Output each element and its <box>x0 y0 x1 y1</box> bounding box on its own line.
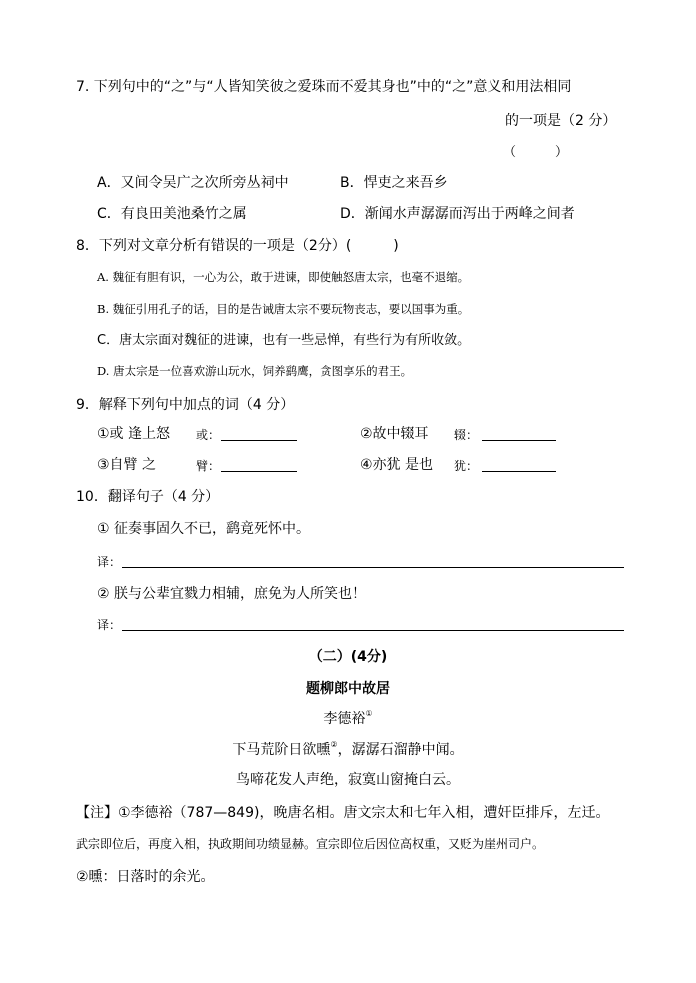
note-line-2: 武宗即位后，再度入相，执政期间功绩显赫。宣宗即位后因位高权重，又贬为崖州司户。 <box>76 837 545 851</box>
q10-sentence-1: ① 征奏事固久不已，鹞竟死怀中。 <box>97 521 311 537</box>
section-heading: （二）(4分) <box>308 649 388 665</box>
q8-option-b: B. 魏征引用孔子的话，目的是告诫唐太宗不要玩物丧志，要以国事为重。 <box>97 302 470 316</box>
q9-item-4-blank[interactable] <box>482 471 556 472</box>
poem-author <box>0 709 696 727</box>
q9-item-1-blank[interactable] <box>221 440 297 441</box>
poem-note-mark: ② <box>330 740 338 749</box>
q10-sentence-2: ② 朕与公辈宜戮力相辅，庶免为人所笑也！ <box>97 586 366 602</box>
poem-line-1-head: 下马荒阶日欲曛 <box>232 742 331 758</box>
q8-option-d: D. 唐太宗是一位喜欢游山玩水，饲养鹞鹰，贪图享乐的君王。 <box>97 364 413 378</box>
q9-item-3-blank[interactable] <box>221 471 297 472</box>
q7-option-a: A．又间令吴广之次所旁丛祠中 <box>97 175 289 191</box>
q7-option-d: D．渐闻水声潺潺而泻出于两峰之间者 <box>340 206 575 222</box>
q9-item-2-blank[interactable] <box>482 440 556 441</box>
q9-item-2: ②故中辍耳 <box>360 426 429 442</box>
q9-item-2-key: 辍： <box>454 428 479 442</box>
q10-translate-line-2[interactable] <box>122 630 624 631</box>
note-line-3: ②曛：日落时的余光。 <box>76 869 215 885</box>
q9-item-3: ③自臂 之 <box>97 457 157 473</box>
poem-title: 题柳郎中故居 <box>306 681 390 697</box>
q9-item-1-key: 或： <box>196 428 221 442</box>
q8-option-c: C．唐太宗面对魏征的进谏，也有一些忌惮，有些行为有所收敛。 <box>97 333 471 348</box>
q9-item-4-key: 犹： <box>454 459 479 473</box>
q8-option-a: A. 魏征有胆有识，一心为公，敢于进谏，即使触怒唐太宗，也毫不退缩。 <box>97 270 470 284</box>
author-note-mark: ① <box>365 709 373 718</box>
q9-item-4: ④亦犹 是也 <box>360 457 434 473</box>
q9-item-3-key: 臂： <box>196 459 221 473</box>
q7-answer-paren: （ ） <box>503 145 569 160</box>
q7-stem-line1: 7. 下列句中的“之”与“人皆知笑彼之爱珠而不爱其身也”中的“之”意义和用法相同 <box>76 79 572 95</box>
note-line-1: 【注】①李德裕（787—849)，晚唐名相。唐文宗太和七年入相，遭奸臣排斥，左迁。 <box>76 805 610 821</box>
q9-stem: 9．解释下列句中加点的词（4 分） <box>76 397 295 413</box>
q9-item-1: ①或 逢上怒 <box>97 426 171 442</box>
poem-line-1-tail: ，潺潺石溜静中闻。 <box>337 742 464 758</box>
poem-line-1 <box>0 740 696 758</box>
author-name: 李德裕 <box>323 711 366 727</box>
q10-translate-line-1[interactable] <box>122 567 624 568</box>
q10-translate-label-2: 译： <box>97 618 122 632</box>
q10-stem: 10．翻译句子（4 分） <box>76 489 220 505</box>
q7-option-c: C．有良田美池桑竹之属 <box>97 206 247 222</box>
q7-stem-line2: 的一项是（2 分） <box>505 113 617 129</box>
q10-translate-label-1: 译： <box>97 555 122 569</box>
q8-stem: 8．下列对文章分析有错误的一项是（2分）( ) <box>76 238 399 254</box>
q7-option-b: B．悍吏之来吾乡 <box>340 175 448 191</box>
poem-line-2: 鸟啼花发人声绝，寂寞山窗掩白云。 <box>236 772 460 788</box>
